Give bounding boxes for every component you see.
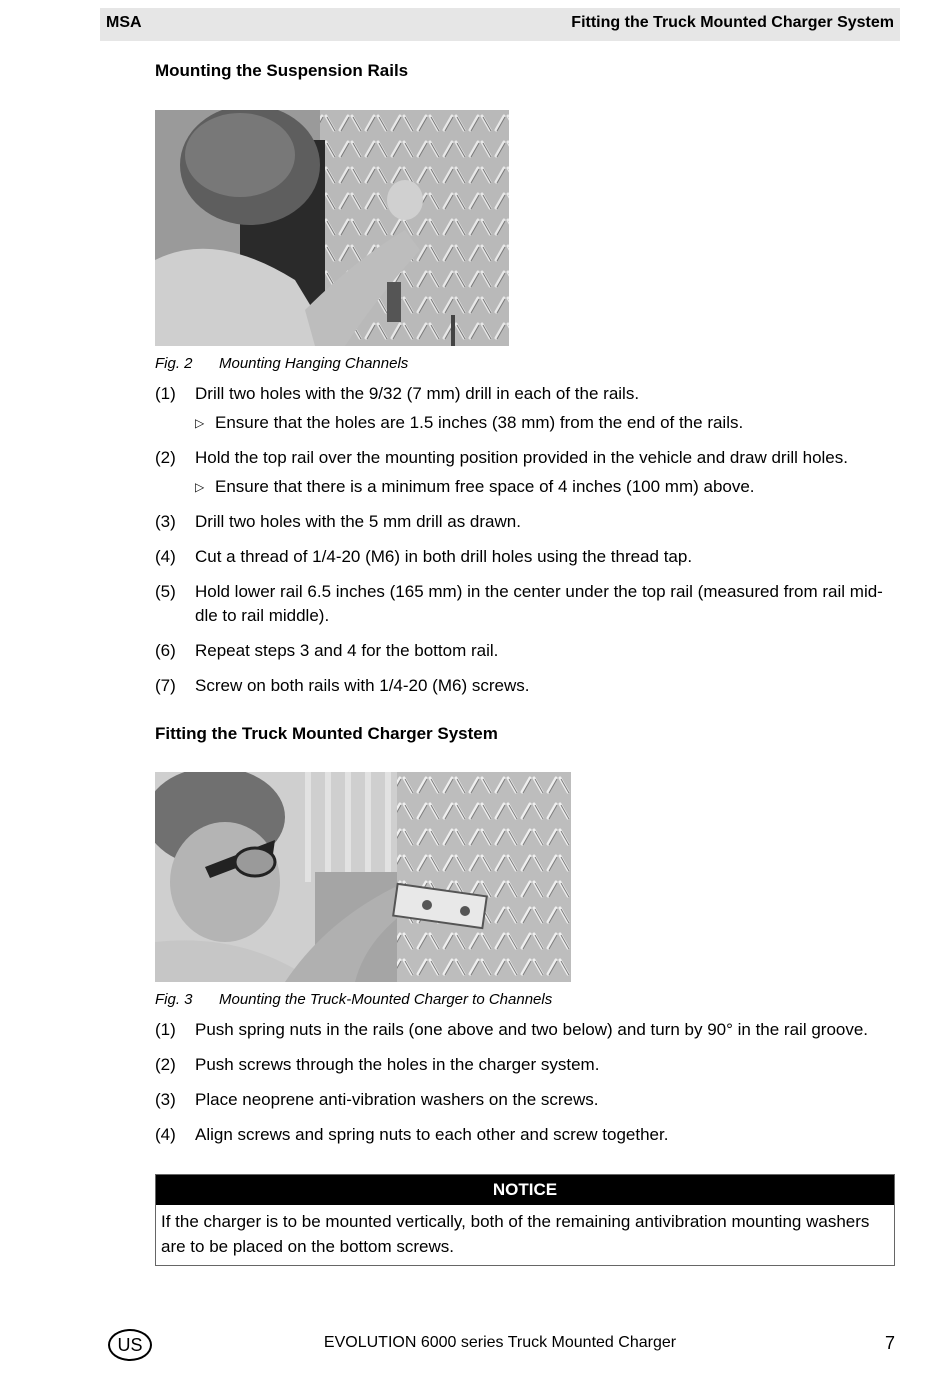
step-subnote-text: Ensure that the holes are 1.5 inches (38 mm) from the end of the rails. — [215, 413, 744, 432]
step-text: Drill two holes with the 5 mm drill as drawn. — [195, 512, 521, 531]
list-item — [155, 580, 895, 628]
notice-title: NOTICE — [156, 1175, 894, 1205]
list-item — [155, 1088, 895, 1112]
step-number: (4) — [155, 547, 176, 566]
step-number: (1) — [155, 384, 176, 403]
step-number: (7) — [155, 676, 176, 695]
step-text: Cut a thread of 1/4-20 (M6) in both drill holes using the thread tap. — [195, 547, 693, 566]
step-text: Align screws and spring nuts to each other and screw together. — [195, 1125, 669, 1144]
figure-2-number: Fig. 2 — [155, 355, 193, 372]
step-text: Push spring nuts in the rails (one above and two below) and turn by 90° in the rail groove. — [195, 1020, 869, 1039]
step-number: (2) — [155, 448, 176, 467]
figure-2-photo — [155, 110, 509, 346]
country-badge: US — [108, 1329, 152, 1361]
section-title-suspension-rails: Mounting the Suspension Rails — [155, 61, 409, 80]
footer-document-title: EVOLUTION 6000 series Truck Mounted Charger — [323, 1334, 677, 1351]
step-text: Repeat steps 3 and 4 for the bottom rail. — [195, 641, 499, 660]
figure-3-caption — [155, 991, 552, 1008]
list-item — [155, 674, 895, 698]
section-title-fitting-charger: Fitting the Truck Mounted Charger System — [155, 724, 498, 743]
triangle-bullet-icon: ▷ — [195, 480, 205, 494]
step-subnote-text: Ensure that there is a minimum free space of 4 inches (100 mm) above. — [215, 477, 755, 496]
step-text: Push screws through the holes in the charger system. — [195, 1055, 600, 1074]
figure-2-caption-text: Mounting Hanging Channels — [219, 355, 409, 372]
step-subnote — [195, 411, 895, 435]
list-item — [155, 510, 895, 534]
figure-2-caption — [155, 355, 408, 372]
notice-box — [155, 1174, 895, 1266]
list-item — [155, 382, 895, 435]
step-text: Screw on both rails with 1/4-20 (M6) screws. — [195, 676, 530, 695]
figure-3-caption-text: Mounting the Truck-Mounted Charger to Channels — [219, 991, 553, 1008]
page-header — [100, 8, 900, 41]
step-number: (3) — [155, 1090, 176, 1109]
figure-3-photo — [155, 772, 571, 982]
step-number: (5) — [155, 582, 176, 601]
step-text: Place neoprene anti-vibration washers on the screws. — [195, 1090, 599, 1109]
list-item — [155, 1053, 895, 1077]
step-number: (6) — [155, 641, 176, 660]
figure-3-number: Fig. 3 — [155, 991, 193, 1008]
list-item — [155, 545, 895, 569]
fitting-charger-steps — [155, 1018, 895, 1158]
list-item — [155, 1123, 895, 1147]
notice-body: If the charger is to be mounted vertically, both of the remaining antivibration mounting washers are to be placed on the bottom screws. — [161, 1212, 870, 1256]
step-text: Hold the top rail over the mounting position provided in the vehicle and draw drill holes. — [195, 448, 848, 467]
suspension-rails-steps — [155, 382, 895, 709]
step-text: Hold lower rail 6.5 inches (165 mm) in the center under the top rail (measured from rail mid-dle to rail middle). — [195, 582, 883, 625]
step-text: Drill two holes with the 9/32 (7 mm) drill in each of the rails. — [195, 384, 640, 403]
step-number: (3) — [155, 512, 176, 531]
page-number: 7 — [884, 1333, 895, 1353]
step-number: (2) — [155, 1055, 176, 1074]
step-subnote — [195, 475, 895, 499]
step-number: (1) — [155, 1020, 176, 1039]
header-chapter-title: Fitting the Truck Mounted Charger System — [571, 14, 894, 31]
triangle-bullet-icon: ▷ — [195, 416, 205, 430]
step-number: (4) — [155, 1125, 176, 1144]
list-item — [155, 446, 895, 499]
list-item — [155, 639, 895, 663]
header-brand: MSA — [106, 14, 142, 31]
list-item — [155, 1018, 895, 1042]
